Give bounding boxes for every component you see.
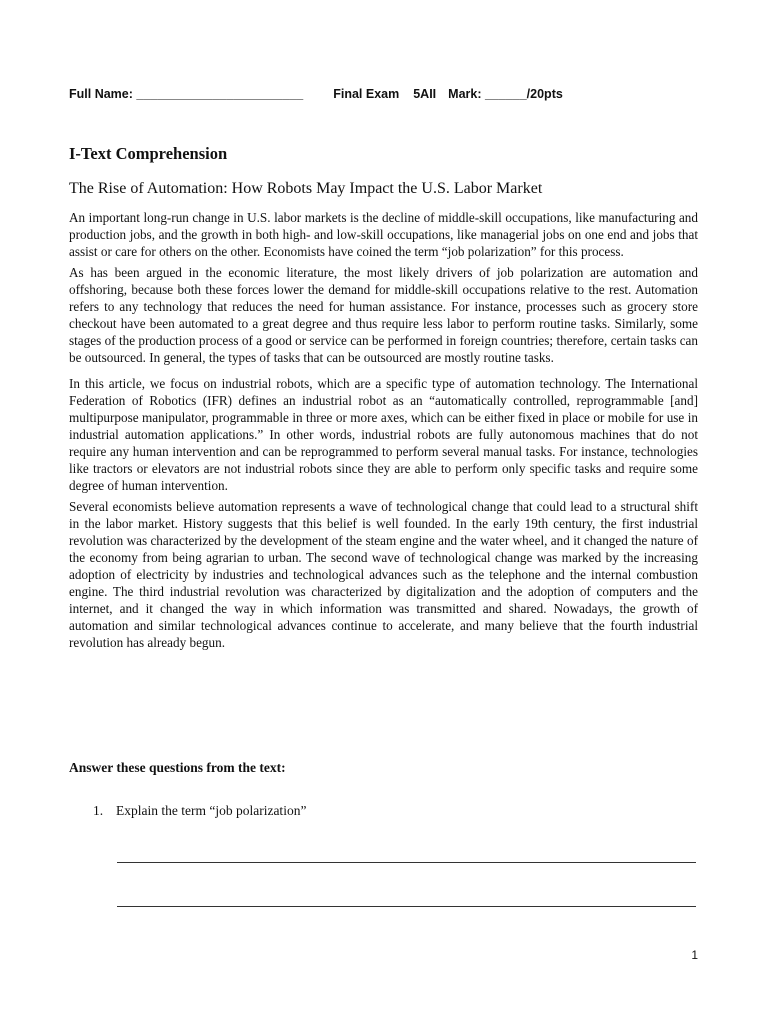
question-number: 1.	[93, 803, 104, 818]
section-title: I-Text Comprehension	[69, 144, 228, 163]
questions-heading: Answer these questions from the text:	[69, 760, 286, 775]
exam-header	[69, 87, 563, 101]
paragraph: Several economists believe automation represents a wave of technological change that could lead to a structural shift in the labor market. History suggests that this belief is well founded. In the early 19th century, the first industrial revolution was characterized by the development of the steam engine and the water wheel, and it changed the nature of the economy from being agrarian to urban. The second wave of technological change was marked by the increasing adoption of electricity by industries and technological advances such as the telephone and the internal combustion engine. The third industrial revolution was characterized by digitalization and the adoption of computers and the internet, and it changed the way in which information was transmitted and shared. Nowadays, the growth of automation and similar technological advances continue to accelerate, and many believe that the fourth industrial revolution has already begun.	[69, 499, 698, 650]
question-text: Explain the term “job polarization”	[116, 803, 307, 818]
article-body	[69, 209, 698, 651]
page-number: 1	[691, 948, 698, 962]
question-item	[93, 803, 306, 819]
paragraph: An important long-run change in U.S. labor markets is the decline of middle-skill occupations, like manufacturing and production jobs, and the growth in both high- and low-skill occupations, like managerial jobs on one end and jobs that assist or care for others on the other. Economists have coined the term “job polarization” for this process.	[69, 210, 698, 259]
answer-line[interactable]	[117, 862, 696, 863]
paragraph: As has been argued in the economic literature, the most likely drivers of job polarization are automation and offshoring, because both these forces lower the demand for middle-skill occupations relative to the rest. Automation refers to any technology that reduces the need for human assistance. For instance, processes such as grocery store checkout have been automated to a great degree and thus require less labor to perform routine tasks. Similarly, some stages of the production process of a good or service can be performed in foreign countries; therefore, certain tasks can be outsourced. In general, the types of tasks that can be outsourced are mostly routine tasks.	[69, 265, 698, 365]
article-title: The Rise of Automation: How Robots May Impact the U.S. Labor Market	[69, 180, 543, 197]
paragraph: In this article, we focus on industrial robots, which are a specific type of automation technology. The International Federation of Robotics (IFR) defines an industrial robot as an “automatically controlled, reprogrammable [and] multipurpose manipulator, programmable in three or more axes, which can be either fixed in place or mobile for use in industrial automation applications.” In other words, industrial robots are fully autonomous machines that do not require any human intervention and can be reprogrammed to perform several manual tasks. For instance, technologies like tractors or elevators are not industrial robots since they are able to perform only specific tasks and require some degree of human intervention.	[69, 376, 698, 493]
mark-label: Mark: ______/20pts	[448, 87, 563, 101]
full-name-label: Full Name: ________________________	[69, 87, 304, 101]
class-label: 5AII	[413, 87, 437, 101]
answer-line[interactable]	[117, 906, 696, 907]
exam-title: Final Exam	[333, 87, 400, 101]
